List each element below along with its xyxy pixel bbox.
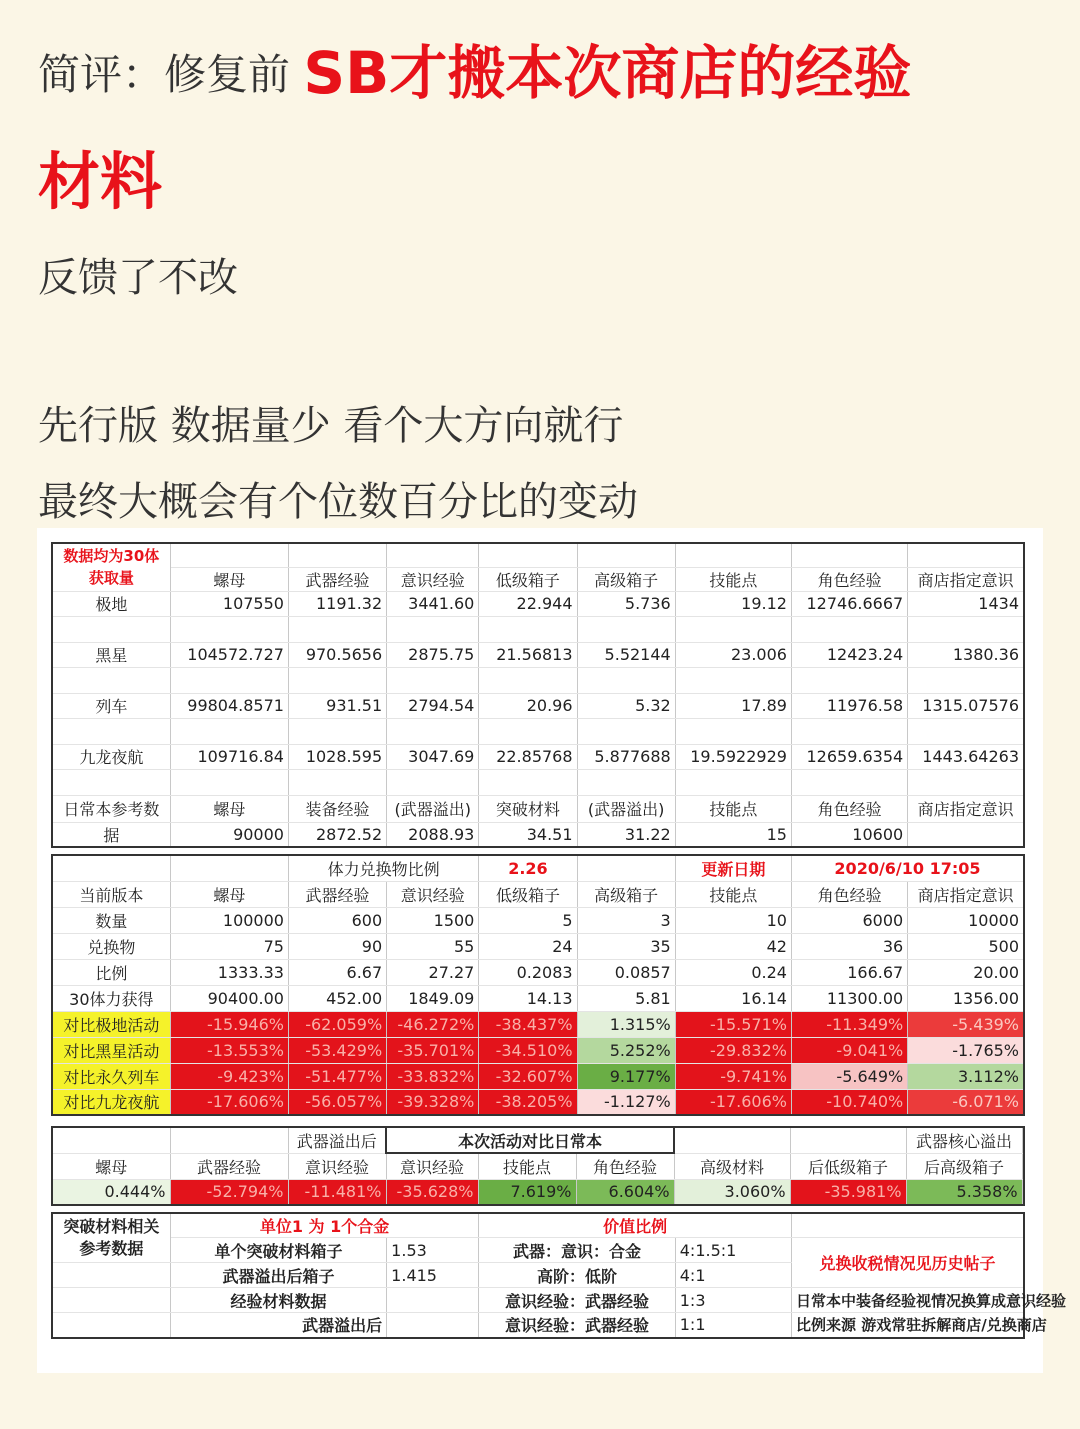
column-header: 角色经验 [791, 567, 907, 591]
r1-label: 单个突破材料箱子 [170, 1238, 386, 1263]
cell-value: 452.00 [288, 985, 386, 1011]
t3-top: 武器溢出后 [288, 1127, 386, 1153]
t3-header: 后低级箱子 [790, 1153, 906, 1179]
t3-value: 7.619% [478, 1179, 576, 1205]
t4-title [52, 1213, 170, 1263]
post-line-3: 反馈了不改 [38, 255, 238, 301]
compare-value: -9.423% [170, 1063, 288, 1089]
cell-value: 5.81 [577, 985, 675, 1011]
cell-value: 1500 [387, 907, 479, 933]
compare-row [52, 1011, 1024, 1037]
table-row [52, 959, 1024, 985]
compare-value: -38.205% [479, 1089, 577, 1115]
post-line-2: 材料 [38, 145, 163, 218]
update-label: 更新日期 [675, 855, 791, 881]
cell-value: 1191.32 [288, 591, 386, 616]
cell-value: 12746.6667 [791, 591, 907, 616]
cell-value: 21.56813 [479, 642, 577, 667]
t3-value: 0.444% [52, 1179, 170, 1205]
column-header: 武器经验 [288, 567, 386, 591]
cell-value: 16.14 [675, 985, 791, 1011]
cell-value: 90400.00 [170, 985, 288, 1011]
column-header: 螺母 [170, 881, 288, 907]
compare-value: -15.946% [170, 1011, 288, 1037]
row-label: 比例 [52, 959, 170, 985]
compare-value: 5.252% [577, 1037, 675, 1063]
cell-value: 1849.09 [387, 985, 479, 1011]
daily-value: 31.22 [577, 822, 675, 847]
r2-key: 高阶：低阶 [479, 1263, 675, 1288]
spreadsheet-image [37, 528, 1067, 1373]
cell-value: 100000 [170, 907, 288, 933]
compare-label: 对比永久列车 [52, 1063, 170, 1089]
cell-value: 19.12 [675, 591, 791, 616]
r1-value: 1.53 [387, 1238, 479, 1263]
row-label: 兑换物 [52, 933, 170, 959]
daily-value: 2872.52 [288, 822, 386, 847]
cell-value: 1356.00 [908, 985, 1024, 1011]
t3-top [1022, 1127, 1024, 1153]
compare-label: 对比极地活动 [52, 1011, 170, 1037]
compare-value: -10.740% [791, 1089, 907, 1115]
r3-ratio: 1:3 [675, 1288, 791, 1313]
cell-value: 12423.24 [791, 642, 907, 667]
daily-header: 商店指定意识 [908, 795, 1024, 822]
t3-value: -52.794% [170, 1179, 288, 1205]
row-label: 数量 [52, 907, 170, 933]
compare-value: -38.437% [479, 1011, 577, 1037]
r4-label: 武器溢出后 [170, 1313, 386, 1338]
compare-value: -35.701% [387, 1037, 479, 1063]
compare-value: -51.477% [288, 1063, 386, 1089]
t4-title-2: 参考数据 [79, 1239, 144, 1258]
compare-value: -9.741% [675, 1063, 791, 1089]
table-row [52, 907, 1024, 933]
cell-value: 500 [908, 933, 1024, 959]
daily-value [908, 822, 1024, 847]
compare-value: -62.059% [288, 1011, 386, 1037]
compare-label: 对比黑星活动 [52, 1037, 170, 1063]
cell-value: 0.24 [675, 959, 791, 985]
cell-value: 5.877688 [577, 744, 675, 769]
cell-value: 3441.60 [387, 591, 479, 616]
compare-value: -1.765% [908, 1037, 1024, 1063]
t3-value: 3.060% [674, 1179, 790, 1205]
cell-value: 90 [288, 933, 386, 959]
compare-value: -1.127% [577, 1089, 675, 1115]
table-row [52, 693, 1024, 718]
note-30: 数据均为30体获取量 [52, 543, 170, 591]
t3-header: 螺母 [52, 1153, 170, 1179]
t3-value: -35.981% [790, 1179, 906, 1205]
compare-value: 1.315% [577, 1011, 675, 1037]
compare-value: -46.272% [387, 1011, 479, 1037]
column-header: 技能点 [675, 567, 791, 591]
cell-value: 109716.84 [170, 744, 288, 769]
cell-value: 75 [170, 933, 288, 959]
daily-header: (武器溢出) [577, 795, 675, 822]
daily-label-2: 据 [52, 822, 170, 847]
r4-note: 比例来源 游戏常驻拆解商店/兑换商店 [792, 1313, 1025, 1338]
cell-value: 2794.54 [387, 693, 479, 718]
table-row [52, 744, 1024, 769]
cell-value: 17.89 [675, 693, 791, 718]
table-breakthrough [51, 1212, 1067, 1339]
compare-value: -32.607% [479, 1063, 577, 1089]
r1-ratio: 4:1.5:1 [675, 1238, 791, 1263]
version-label: 当前版本 [52, 881, 170, 907]
r2-ratio: 4:1 [675, 1263, 791, 1288]
cell-value: 99804.8571 [170, 693, 288, 718]
column-header: 商店指定意识 [908, 567, 1024, 591]
cell-value: 10 [675, 907, 791, 933]
table-current-version [51, 854, 1025, 1116]
r3-label: 经验材料数据 [170, 1288, 386, 1313]
cell-value: 104572.727 [170, 642, 288, 667]
column-header: 商店指定意识 [908, 881, 1024, 907]
column-header: 高级箱子 [577, 567, 675, 591]
tax-note: 兑换收税情况见历史帖子 [792, 1238, 1025, 1288]
r2-value: 1.415 [387, 1263, 479, 1288]
column-header: 意识经验 [387, 881, 479, 907]
cell-value: 20.00 [908, 959, 1024, 985]
t4-title-1: 突破材料相关 [63, 1217, 160, 1236]
compare-row [52, 1063, 1024, 1089]
table-row [52, 591, 1024, 616]
compare-row [52, 1089, 1024, 1115]
cell-value: 0.0857 [577, 959, 675, 985]
table-drop-data [51, 542, 1025, 848]
row-label: 黑星 [52, 642, 170, 667]
compare-value: -17.606% [170, 1089, 288, 1115]
ratio-label: 体力兑换物比例 [288, 855, 478, 881]
cell-value: 107550 [170, 591, 288, 616]
column-header: 高级箱子 [577, 881, 675, 907]
t3-value: -11.481% [288, 1179, 386, 1205]
daily-value: 34.51 [479, 822, 577, 847]
compare-value: -15.571% [675, 1011, 791, 1037]
compare-value: -13.553% [170, 1037, 288, 1063]
r3-note: 日常本中装备经验视情况换算成意识经验 [792, 1288, 1025, 1313]
ratio-value: 2.26 [479, 855, 577, 881]
compare-value: -29.832% [675, 1037, 791, 1063]
compare-value: -34.510% [479, 1037, 577, 1063]
row-label: 30体力获得 [52, 985, 170, 1011]
unit-note: 单位1 为 1个合金 [170, 1213, 479, 1238]
daily-value: 2088.93 [387, 822, 479, 847]
cell-value: 36 [791, 933, 907, 959]
line1-red: SB才搬本次商店的经验 [303, 39, 912, 107]
value-ratio-label: 价值比例 [479, 1213, 792, 1238]
t3-header: 意识经验 [386, 1153, 478, 1179]
cell-value: 55 [387, 933, 479, 959]
compare-value: -56.057% [288, 1089, 386, 1115]
column-header: 低级箱子 [479, 881, 577, 907]
cell-value: 1333.33 [170, 959, 288, 985]
r4-key: 意识经验：武器经验 [479, 1313, 675, 1338]
t3-header: 武器经验 [170, 1153, 288, 1179]
cell-value: 5 [479, 907, 577, 933]
compare-value: -5.649% [791, 1063, 907, 1089]
cell-value: 970.5656 [288, 642, 386, 667]
daily-header: 突破材料 [479, 795, 577, 822]
cell-value: 12659.6354 [791, 744, 907, 769]
table-vs-daily [51, 1126, 1025, 1206]
t3-value: -35.628% [386, 1179, 478, 1205]
cell-value: 600 [288, 907, 386, 933]
daily-header: 装备经验 [288, 795, 386, 822]
cell-value: 931.51 [288, 693, 386, 718]
cell-value: 1315.07576 [908, 693, 1024, 718]
cell-value: 42 [675, 933, 791, 959]
row-label: 极地 [52, 591, 170, 616]
daily-value: 10600 [791, 822, 907, 847]
cell-value: 23.006 [675, 642, 791, 667]
column-header: 角色经验 [791, 881, 907, 907]
table-row [52, 933, 1024, 959]
r4-ratio: 1:1 [675, 1313, 791, 1338]
row-label: 列车 [52, 693, 170, 718]
update-value: 2020/6/10 17:05 [791, 855, 1024, 881]
cell-value: 14.13 [479, 985, 577, 1011]
r3-key: 意识经验：武器经验 [479, 1288, 675, 1313]
post-line-5: 最终大概会有个位数百分比的变动 [38, 479, 638, 525]
compare-row [52, 1037, 1024, 1063]
cell-value: 5.736 [577, 591, 675, 616]
table-row [52, 985, 1024, 1011]
column-header: 武器经验 [288, 881, 386, 907]
row-label: 九龙夜航 [52, 744, 170, 769]
cell-value: 1028.595 [288, 744, 386, 769]
cell-value: 24 [479, 933, 577, 959]
daily-header: 角色经验 [791, 795, 907, 822]
compare-value: -33.832% [387, 1063, 479, 1089]
t3-header: 意识经验 [288, 1153, 386, 1179]
cell-value: 35 [577, 933, 675, 959]
compare-value: 3.112% [908, 1063, 1024, 1089]
t3-header: 技能点 [478, 1153, 576, 1179]
cell-value: 11300.00 [791, 985, 907, 1011]
t3-title: 本次活动对比日常本 [386, 1127, 674, 1153]
cell-value: 0.2083 [479, 959, 577, 985]
cell-value: 20.96 [479, 693, 577, 718]
r1-key: 武器：意识：合金 [479, 1238, 675, 1263]
compare-label: 对比九龙夜航 [52, 1089, 170, 1115]
t3-top: 武器核心溢出 [906, 1127, 1022, 1153]
cell-value: 5.52144 [577, 642, 675, 667]
line1-prefix: 简评：修复前 [38, 50, 304, 99]
daily-header: (武器溢出) [387, 795, 479, 822]
column-header: 意识经验 [387, 567, 479, 591]
t3-header: 后高级箱子 [906, 1153, 1022, 1179]
compare-value: -6.071% [908, 1089, 1024, 1115]
daily-value: 15 [675, 822, 791, 847]
daily-header: 技能点 [675, 795, 791, 822]
compare-value: -17.606% [675, 1089, 791, 1115]
cell-value: 3 [577, 907, 675, 933]
compare-value: -5.439% [908, 1011, 1024, 1037]
cell-value: 1380.36 [908, 642, 1024, 667]
daily-value: 90000 [170, 822, 288, 847]
cell-value: 22.85768 [479, 744, 577, 769]
column-header: 低级箱子 [479, 567, 577, 591]
cell-value: 5.32 [577, 693, 675, 718]
cell-value: 6000 [791, 907, 907, 933]
post-line-1 [38, 26, 911, 110]
cell-value: 2875.75 [387, 642, 479, 667]
cell-value: 1434 [908, 591, 1024, 616]
cell-value: 1443.64263 [908, 744, 1024, 769]
cell-value: 10000 [908, 907, 1024, 933]
column-header: 技能点 [675, 881, 791, 907]
cell-value: 11976.58 [791, 693, 907, 718]
t3-header: 高级材料 [674, 1153, 790, 1179]
t3-value: 5.358% [906, 1179, 1022, 1205]
column-header: 螺母 [170, 567, 288, 591]
t3-value: 6.604% [576, 1179, 674, 1205]
compare-value: -39.328% [387, 1089, 479, 1115]
compare-value: -53.429% [288, 1037, 386, 1063]
cell-value: 27.27 [387, 959, 479, 985]
cell-value: 166.67 [791, 959, 907, 985]
r2-label: 武器溢出后箱子 [170, 1263, 386, 1288]
cell-value: 19.5922929 [675, 744, 791, 769]
table-row [52, 642, 1024, 667]
compare-value: 9.177% [577, 1063, 675, 1089]
compare-value: -11.349% [791, 1011, 907, 1037]
cell-value: 6.67 [288, 959, 386, 985]
cell-value: 3047.69 [387, 744, 479, 769]
cell-value: 22.944 [479, 591, 577, 616]
daily-header: 螺母 [170, 795, 288, 822]
daily-label-1: 日常本参考数 [52, 795, 170, 822]
post-line-4: 先行版 数据量少 看个大方向就行 [38, 403, 624, 449]
compare-value: -9.041% [791, 1037, 907, 1063]
t3-header: 角色经验 [576, 1153, 674, 1179]
